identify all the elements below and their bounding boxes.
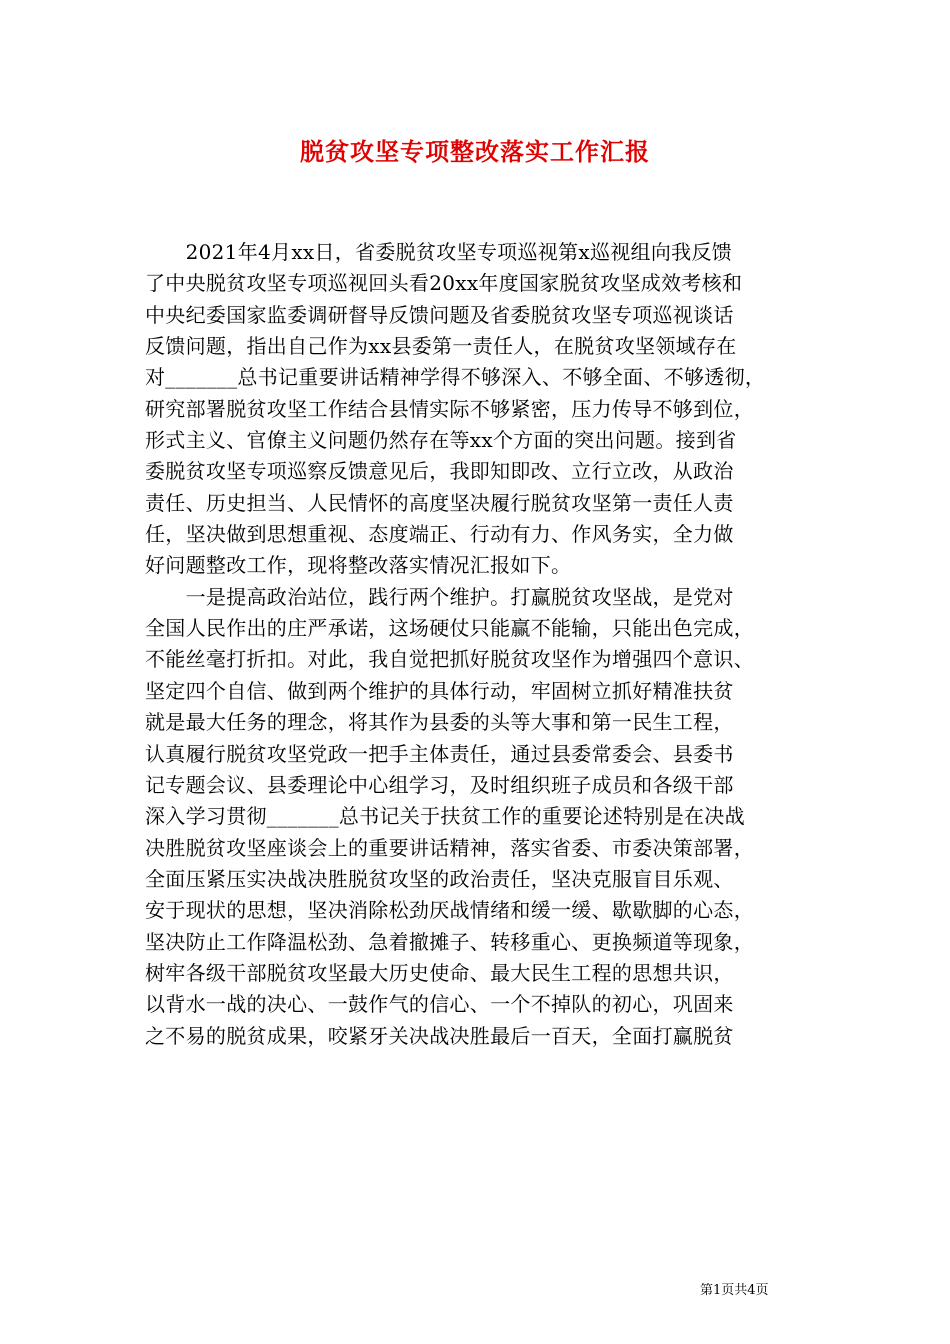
text-line: 树牢各级干部脱贫攻坚最大历史使命、最大民生工程的思想共识， bbox=[145, 960, 734, 985]
text-line: 责任、历史担当、人民情怀的高度坚决履行脱贫攻坚第一责任人责 bbox=[145, 490, 734, 515]
text-line: 反馈问题，指出自己作为xx县委第一责任人，在脱贫攻坚领域存在 bbox=[145, 334, 737, 359]
text-line: 以背水一战的决心、一鼓作气的信心、一个不掉队的初心，巩固来 bbox=[145, 992, 734, 1017]
text-line: 坚定四个自信、做到两个维护的具体行动，牢固树立抓好精准扶贫 bbox=[145, 678, 734, 703]
text-line: 形式主义、官僚主义问题仍然存在等xx个方面的突出问题。接到省 bbox=[145, 428, 737, 453]
text-line: 认真履行脱贫攻坚党政一把手主体责任，通过县委常委会、县委书 bbox=[145, 741, 734, 766]
text-line: 之不易的脱贫成果，咬紧牙关决战决胜最后一百天，全面打赢脱贫 bbox=[145, 1023, 734, 1048]
document-body bbox=[145, 237, 810, 1052]
document-title: 脱贫攻坚专项整改落实工作汇报 bbox=[300, 137, 650, 166]
text-line: 任，坚决做到思想重视、态度端正、行动有力、作风务实，全力做 bbox=[145, 522, 734, 547]
page-number: 第1页共4页 bbox=[700, 1283, 769, 1298]
text-line: 一是提高政治站位，践行两个维护。打赢脱贫攻坚战，是党对 bbox=[145, 584, 734, 609]
text-line: 深入学习贯彻_______总书记关于扶贫工作的重要论述特别是在决战 bbox=[145, 804, 745, 829]
text-line: 全面压紧压实决战决胜脱贫攻坚的政治责任，坚决克服盲目乐观、 bbox=[145, 866, 734, 891]
text-line: 中央纪委国家监委调研督导反馈问题及省委脱贫攻坚专项巡视谈话 bbox=[145, 302, 734, 327]
text-line: 决胜脱贫攻坚座谈会上的重要讲话精神，落实省委、市委决策部署， bbox=[145, 835, 754, 860]
text-line: 好问题整改工作，现将整改落实情况汇报如下。 bbox=[145, 553, 572, 578]
text-line: 就是最大任务的理念，将其作为县委的头等大事和第一民生工程， bbox=[145, 710, 734, 735]
text-line: 研究部署脱贫攻坚工作结合县情实际不够紧密，压力传导不够到位， bbox=[145, 396, 754, 421]
text-line: 委脱贫攻坚专项巡察反馈意见后，我即知即改、立行立改，从政治 bbox=[145, 459, 734, 484]
text-line: 对_______总书记重要讲话精神学得不够深入、不够全面、不够透彻， bbox=[145, 365, 766, 390]
text-line: 记专题会议、县委理论中心组学习，及时组织班子成员和各级干部 bbox=[145, 772, 734, 797]
text-line: 安于现状的思想，坚决消除松劲厌战情绪和缓一缓、歇歇脚的心态， bbox=[145, 898, 754, 923]
text-line: 全国人民作出的庄严承诺，这场硬仗只能赢不能输，只能出色完成， bbox=[145, 616, 754, 641]
text-line: 坚决防止工作降温松劲、急着撤摊子、转移重心、更换频道等现象， bbox=[145, 929, 754, 954]
text-line: 不能丝毫打折扣。对此，我自觉把抓好脱贫攻坚作为增强四个意识、 bbox=[145, 647, 754, 672]
text-line: 2021年4月xx日，省委脱贫攻坚专项巡视第x巡视组向我反馈 bbox=[145, 240, 733, 264]
text-line: 了中央脱贫攻坚专项巡视回头看20xx年度国家脱贫攻坚成效考核和 bbox=[145, 271, 743, 296]
